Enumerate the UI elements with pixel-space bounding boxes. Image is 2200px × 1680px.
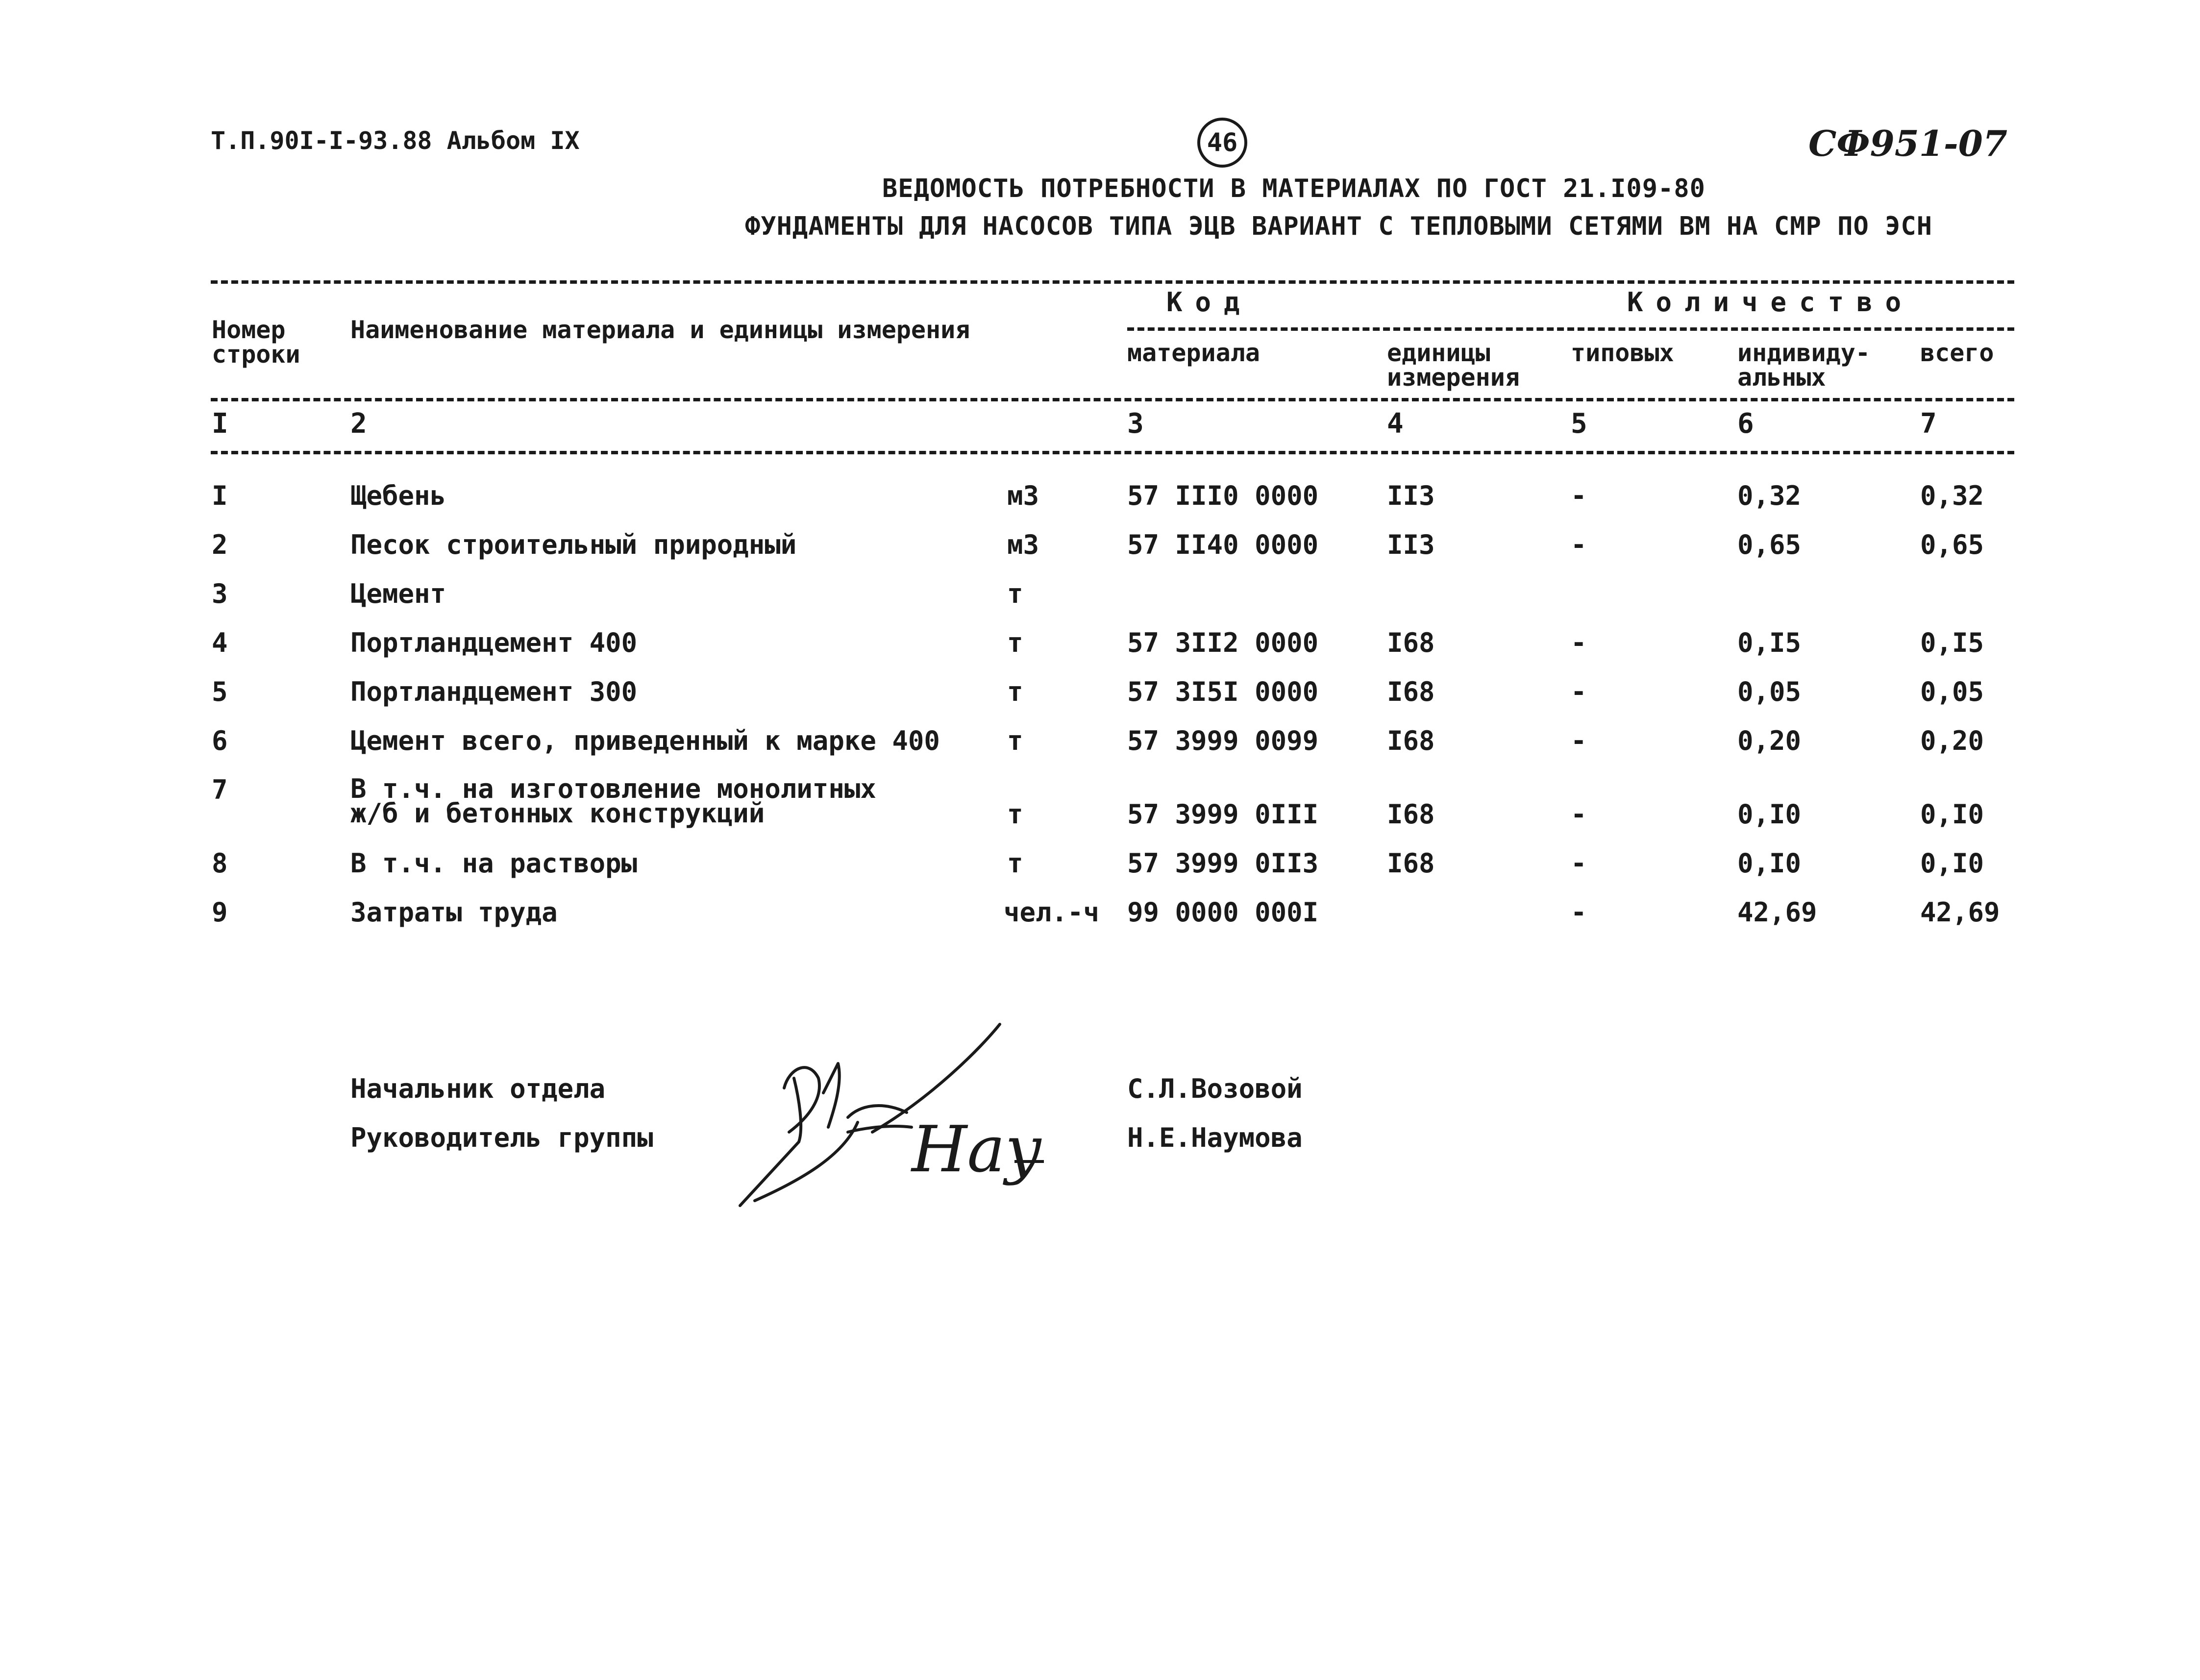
header-row-number <box>212 318 300 367</box>
header-qty-individual <box>1737 341 1870 390</box>
unit: т <box>1007 725 1023 756</box>
table-row <box>0 480 2200 532</box>
column-number-6: 6 <box>1737 408 1754 440</box>
header-code-rule <box>1127 327 2014 331</box>
unit: т <box>1007 676 1023 707</box>
qty-total: 0,I0 <box>1920 848 1984 879</box>
signature-role-group-lead: Руководитель группы <box>350 1122 653 1153</box>
qty-total: 0,05 <box>1920 676 1984 707</box>
document-subtitle: ФУНДАМЕНТЫ ДЛЯ НАСОСОВ ТИПА ЭЦВ ВАРИАНТ С ТЕПЛОВЫМИ СЕТЯМИ ВМ НА СМР ПО ЭСН <box>745 212 1932 241</box>
header-material-name: Наименование материала и единицы измерения <box>350 316 970 344</box>
qty-total: 42,69 <box>1920 897 2000 928</box>
table-row <box>0 627 2200 679</box>
material-name: Песок строительный природный <box>350 529 797 560</box>
unit-code: I68 <box>1387 848 1435 879</box>
column-number-4: 4 <box>1387 408 1404 440</box>
header-bottom-rule <box>211 451 2014 454</box>
qty-typical: - <box>1571 529 1587 560</box>
qty-total: 0,65 <box>1920 529 1984 560</box>
header-qty-typical: типовых <box>1571 339 1674 367</box>
unit: м3 <box>1007 480 1039 511</box>
column-number-2: 2 <box>350 408 367 440</box>
table-row <box>0 850 2200 899</box>
unit: чел.-ч <box>1004 897 1100 928</box>
table-row <box>0 899 2200 948</box>
page-number-badge <box>1197 118 1247 168</box>
qty-individual: 0,20 <box>1737 725 1802 756</box>
material-code: 57 3II2 0000 <box>1127 627 1319 658</box>
unit: м3 <box>1007 529 1039 560</box>
header-row-number-line2: строки <box>212 340 300 369</box>
signature-handwriting-text: Нау <box>912 1112 1042 1186</box>
header-qty-total: всего <box>1920 339 1994 367</box>
row-number: 5 <box>212 676 228 707</box>
unit-code: II3 <box>1387 480 1435 511</box>
unit: т <box>1007 799 1023 830</box>
material-name-line1: В т.ч. на изготовление монолитных <box>350 773 876 804</box>
qty-typical: - <box>1571 627 1587 658</box>
qty-typical: - <box>1571 480 1587 511</box>
qty-individual: 0,65 <box>1737 529 1802 560</box>
material-name-line2: ж/б и бетонных конструкций <box>350 797 765 829</box>
qty-individual: 0,05 <box>1737 676 1802 707</box>
material-name: Щебень <box>350 480 446 511</box>
table-row <box>0 578 2200 630</box>
qty-individual: 42,69 <box>1737 897 1817 928</box>
material-code: 57 3999 0099 <box>1127 725 1319 756</box>
header-row-number-line1: Номер <box>212 316 286 344</box>
signature-name-head: С.Л.Возовой <box>1127 1073 1303 1104</box>
row-number: 6 <box>212 725 228 756</box>
qty-total: 0,I0 <box>1920 799 1984 830</box>
column-number-5: 5 <box>1571 408 1587 440</box>
unit: т <box>1007 627 1023 658</box>
qty-typical: - <box>1571 848 1587 879</box>
material-name <box>350 773 876 829</box>
qty-total: 0,20 <box>1920 725 1984 756</box>
qty-typical: - <box>1571 799 1587 830</box>
qty-typical: - <box>1571 897 1587 928</box>
row-number: 7 <box>212 774 228 805</box>
header-qty-individual-line2: альных <box>1737 363 1826 392</box>
material-name: В т.ч. на растворы <box>350 848 638 879</box>
document-title: ВЕДОМОСТЬ ПОТРЕБНОСТИ В МАТЕРИАЛАХ ПО ГОСТ 21.I09-80 <box>882 174 1706 203</box>
row-number: 2 <box>212 529 228 560</box>
material-name: Портландцемент 300 <box>350 676 638 707</box>
row-number: 4 <box>212 627 228 658</box>
material-code: 99 0000 000I <box>1127 897 1319 928</box>
row-number: 3 <box>212 578 228 609</box>
material-code: 57 3I5I 0000 <box>1127 676 1319 707</box>
header-mid-rule <box>211 398 2014 401</box>
column-number-3: 3 <box>1127 408 1144 440</box>
row-number: 8 <box>212 848 228 879</box>
material-name: Цемент <box>350 578 446 609</box>
unit-code: I68 <box>1387 676 1435 707</box>
unit-code: I68 <box>1387 725 1435 756</box>
material-code: 57 3999 0II3 <box>1127 848 1319 879</box>
material-code: 57 3999 0III <box>1127 799 1319 830</box>
column-number-1: I <box>212 408 228 440</box>
unit: т <box>1007 578 1023 609</box>
qty-individual: 0,I0 <box>1737 848 1802 879</box>
header-code-unit <box>1387 341 1520 390</box>
document-code: Т.П.90I-I-93.88 Альбом IX <box>211 126 580 155</box>
table-row <box>0 529 2200 581</box>
qty-typical: - <box>1571 725 1587 756</box>
document-stamp: СФ951-07 <box>1808 123 2007 164</box>
unit: т <box>1007 848 1023 879</box>
unit-code: I68 <box>1387 799 1435 830</box>
material-code: 57 III0 0000 <box>1127 480 1319 511</box>
header-code-unit-line1: единицы <box>1387 339 1490 367</box>
unit-code: I68 <box>1387 627 1435 658</box>
qty-typical: - <box>1571 676 1587 707</box>
table-row <box>0 725 2200 777</box>
material-name: Цемент всего, приведенный к марке 400 <box>350 725 940 756</box>
header-qty-individual-line1: индивиду- <box>1737 339 1870 367</box>
qty-individual: 0,I5 <box>1737 627 1802 658</box>
qty-total: 0,32 <box>1920 480 1984 511</box>
row-number: I <box>212 480 228 511</box>
table-top-rule <box>211 280 2014 284</box>
material-name: Затраты труда <box>350 897 558 928</box>
unit-code: II3 <box>1387 529 1435 560</box>
header-code-unit-line2: измерения <box>1387 363 1520 392</box>
qty-individual: 0,32 <box>1737 480 1802 511</box>
qty-individual: 0,I0 <box>1737 799 1802 830</box>
row-number: 9 <box>212 897 228 928</box>
table-row <box>0 676 2200 728</box>
qty-total: 0,I5 <box>1920 627 1984 658</box>
handwritten-signature <box>725 1019 1117 1227</box>
header-code-material: материала <box>1127 339 1260 367</box>
table-row <box>0 773 2200 850</box>
header-quantity-group: Количество <box>1627 287 1914 318</box>
material-name: Портландцемент 400 <box>350 627 638 658</box>
column-number-7: 7 <box>1920 408 1937 440</box>
header-code-group: Код <box>1166 287 1253 318</box>
signature-name-group-lead: Н.Е.Наумова <box>1127 1122 1303 1153</box>
page-number: 46 <box>1207 128 1238 157</box>
signature-role-head: Начальник отдела <box>350 1073 606 1104</box>
material-code: 57 II40 0000 <box>1127 529 1319 560</box>
